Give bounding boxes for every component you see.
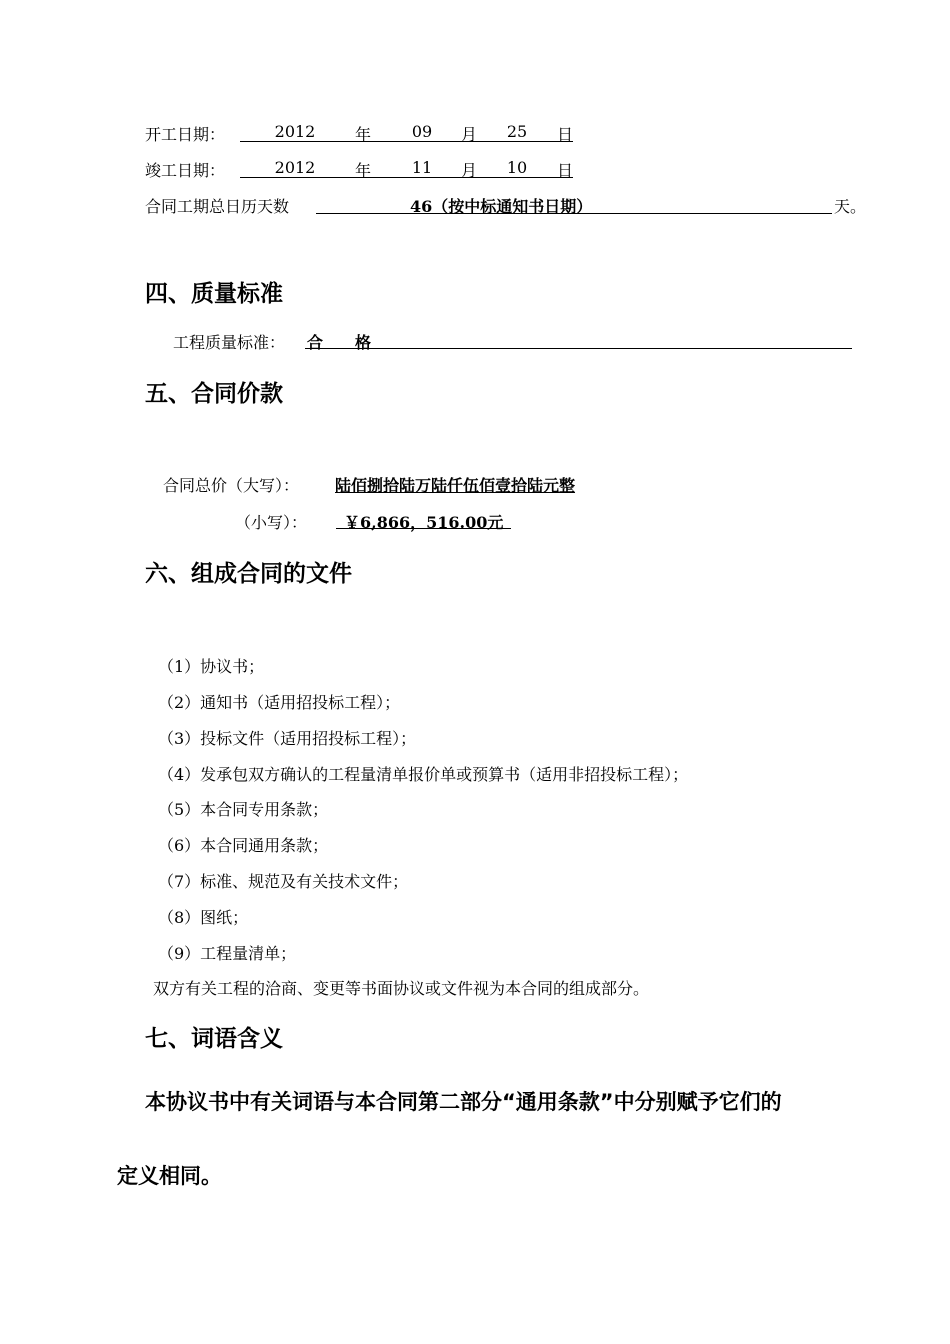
price-upper-label: 合同总价（大写）： xyxy=(163,476,300,495)
start-year-unit: 年 xyxy=(355,125,372,144)
duration-value: 46（按中标通知书日期） xyxy=(410,197,593,216)
start-year: 2012 xyxy=(274,122,316,141)
quality-heading: 四、质量标准 xyxy=(145,281,283,307)
start-month: 09 xyxy=(411,122,433,141)
terms-paragraph-line-1: 本协议书中有关词语与本合同第二部分“通用条款”中分别赋予它们的 xyxy=(145,1090,782,1114)
start-day-unit: 日 xyxy=(557,125,574,144)
list-item: （3）投标文件（适用招投标工程）； xyxy=(158,729,417,748)
end-day: 10 xyxy=(506,158,528,177)
end-date-underline xyxy=(240,177,573,178)
start-month-unit: 月 xyxy=(461,125,478,144)
end-day-unit: 日 xyxy=(557,161,574,180)
list-item: （5）本合同专用条款； xyxy=(158,800,329,819)
terms-paragraph-line-2: 定义相同。 xyxy=(117,1164,222,1188)
list-item: （1）协议书； xyxy=(158,657,265,676)
list-item: （6）本合同通用条款； xyxy=(158,836,329,855)
price-upper-value: 陆佰捌拾陆万陆仟伍佰壹拾陆元整 xyxy=(335,476,576,495)
start-date-label: 开工日期： xyxy=(145,125,226,144)
list-item: （4）发承包双方确认的工程量清单报价单或预算书（适用非招投标工程）； xyxy=(158,765,689,784)
duration-unit: 天。 xyxy=(834,197,867,216)
start-day: 25 xyxy=(506,122,528,141)
end-date-label: 竣工日期： xyxy=(145,161,226,180)
documents-note: 双方有关工程的洽商、变更等书面协议或文件视为本合同的组成部分。 xyxy=(153,979,650,998)
end-year-unit: 年 xyxy=(355,161,372,180)
quality-underline xyxy=(305,348,852,349)
start-date-underline xyxy=(240,141,573,142)
duration-label: 合同工期总日历天数 xyxy=(145,197,290,216)
list-item: （2）通知书（适用招投标工程）； xyxy=(158,693,401,712)
quality-value: 合 格 xyxy=(307,333,372,352)
list-item: （9）工程量清单； xyxy=(158,944,297,963)
quality-label: 工程质量标准： xyxy=(173,333,286,352)
terms-heading: 七、词语含义 xyxy=(145,1026,283,1052)
price-lower-label: （小写）： xyxy=(235,513,308,532)
price-heading: 五、合同价款 xyxy=(145,381,283,407)
end-month: 11 xyxy=(411,158,433,177)
price-lower-value: ￥6,866，516.00元 xyxy=(344,513,504,532)
end-year: 2012 xyxy=(274,158,316,177)
documents-heading: 六、组成合同的文件 xyxy=(145,561,352,587)
list-item: （8）图纸； xyxy=(158,908,249,927)
list-item: （7）标准、规范及有关技术文件； xyxy=(158,872,409,891)
end-month-unit: 月 xyxy=(461,161,478,180)
